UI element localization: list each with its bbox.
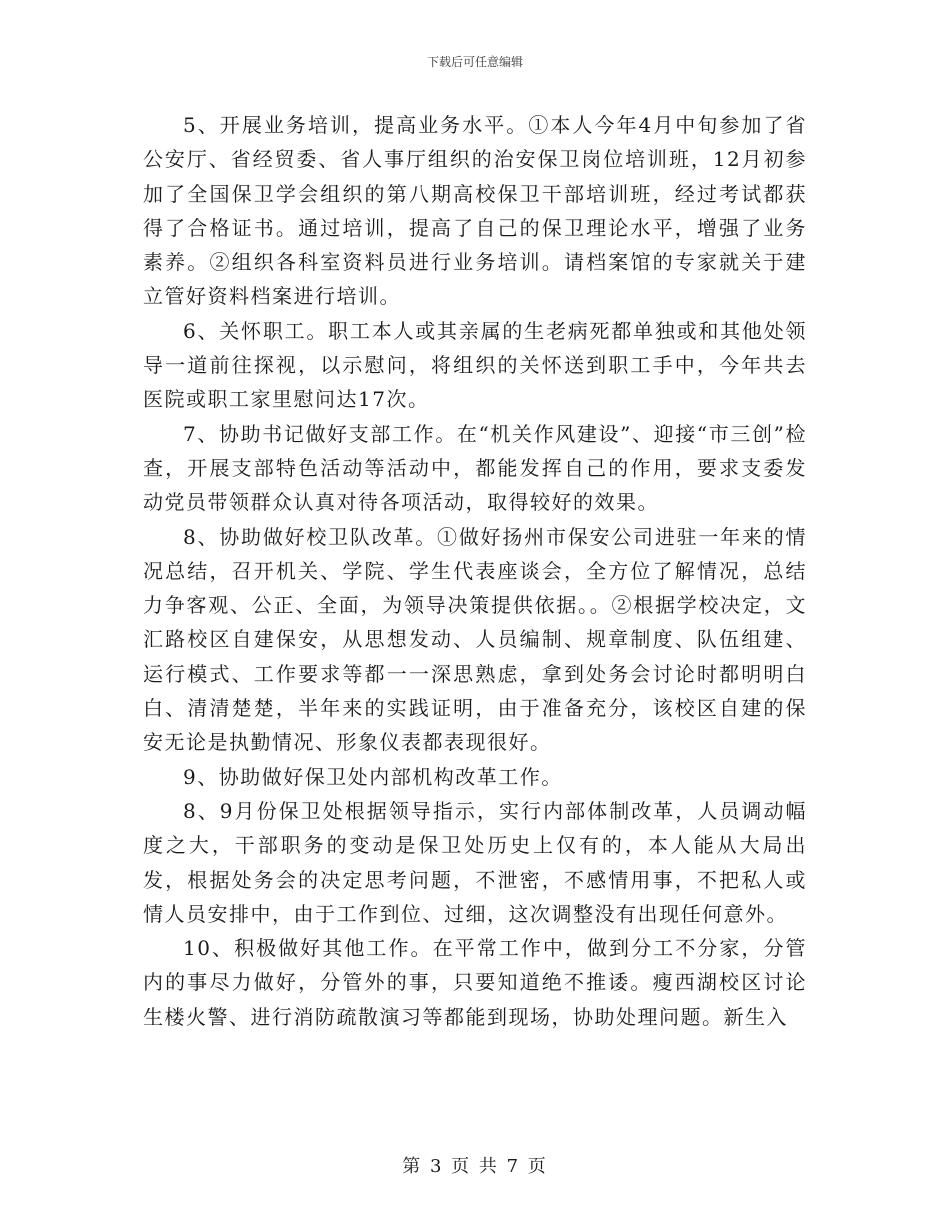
document-body <box>143 108 807 1034</box>
paragraph-item-6: 6、关怀职工。职工本人或其亲属的生老病死都单独或和其他处领导一道前往探视，以示慰问，将组织的关怀送到职工手中，今年共去医院或职工家里慰问达17次。 <box>143 318 807 412</box>
paragraph-item-7: 7、协助书记做好支部工作。在“机关作风建设”、迎接“市三创”检查，开展支部特色活动等活动中，都能发挥自己的作用，要求支委发动党员带领群众认真对待各项活动，取得较好的效果。 <box>143 421 807 515</box>
page-number-label: 第 3 页 共 7 页 <box>402 1156 548 1177</box>
paragraph-item-8-9: 8、9月份保卫处根据领导指示，实行内部体制改革，人员调动幅度之大，干部职务的变动是保卫处历史上仅有的，本人能从大局出发，根据处务会的决定思考问题，不泄密，不感情用事，不把私人或情人员安排中，由于工作到位、过细，这次调整没有出现任何意外。 <box>143 798 807 926</box>
paragraph-item-10: 10、积极做好其他工作。在平常工作中，做到分工不分家，分管内的事尽力做好，分管外的事，只要知道绝不推诿。瘦西湖校区讨论生楼火警、进行消防疏散演习等都能到现场，协助处理问题。新生入 <box>143 936 807 1029</box>
paragraph-item-9: 9、协助做好保卫处内部机构改革工作。 <box>183 764 563 789</box>
page-number <box>0 1156 950 1178</box>
paragraph-item-8: 8、协助做好校卫队改革。①做好扬州市保安公司进驻一年来的情况总结，召开机关、学院、学生代表座谈会，全方位了解情况，总结力争客观、公正、全面，为领导决策提供依据。。②根据学校决定，文汇路校区自建保安，从思想发动、人员编制、规章制度、队伍组建、运行模式、工作要求等都一一深思熟虑，拿到处务会讨论时都明明白白、清清楚楚，半年来的实践证明，由于准备充分，该校区自建的保安无论是执勤情况、形象仪表都表现很好。 <box>143 524 807 755</box>
paragraph-item-5: 5、开展业务培训，提高业务水平。①本人今年4月中旬参加了省公安厅、省经贸委、省人事厅组织的治安保卫岗位培训班，12月初参加了全国保卫学会组织的第八期高校保卫干部培训班，经过考试都获得了合格证书。通过培训，提高了自己的保卫理论水平，增强了业务素养。②组织各科室资料员进行业务培训。请档案馆的专家就关于建立管好资料档案进行培训。 <box>143 113 807 309</box>
page-header-note: 下载后可任意编辑 <box>426 55 523 69</box>
